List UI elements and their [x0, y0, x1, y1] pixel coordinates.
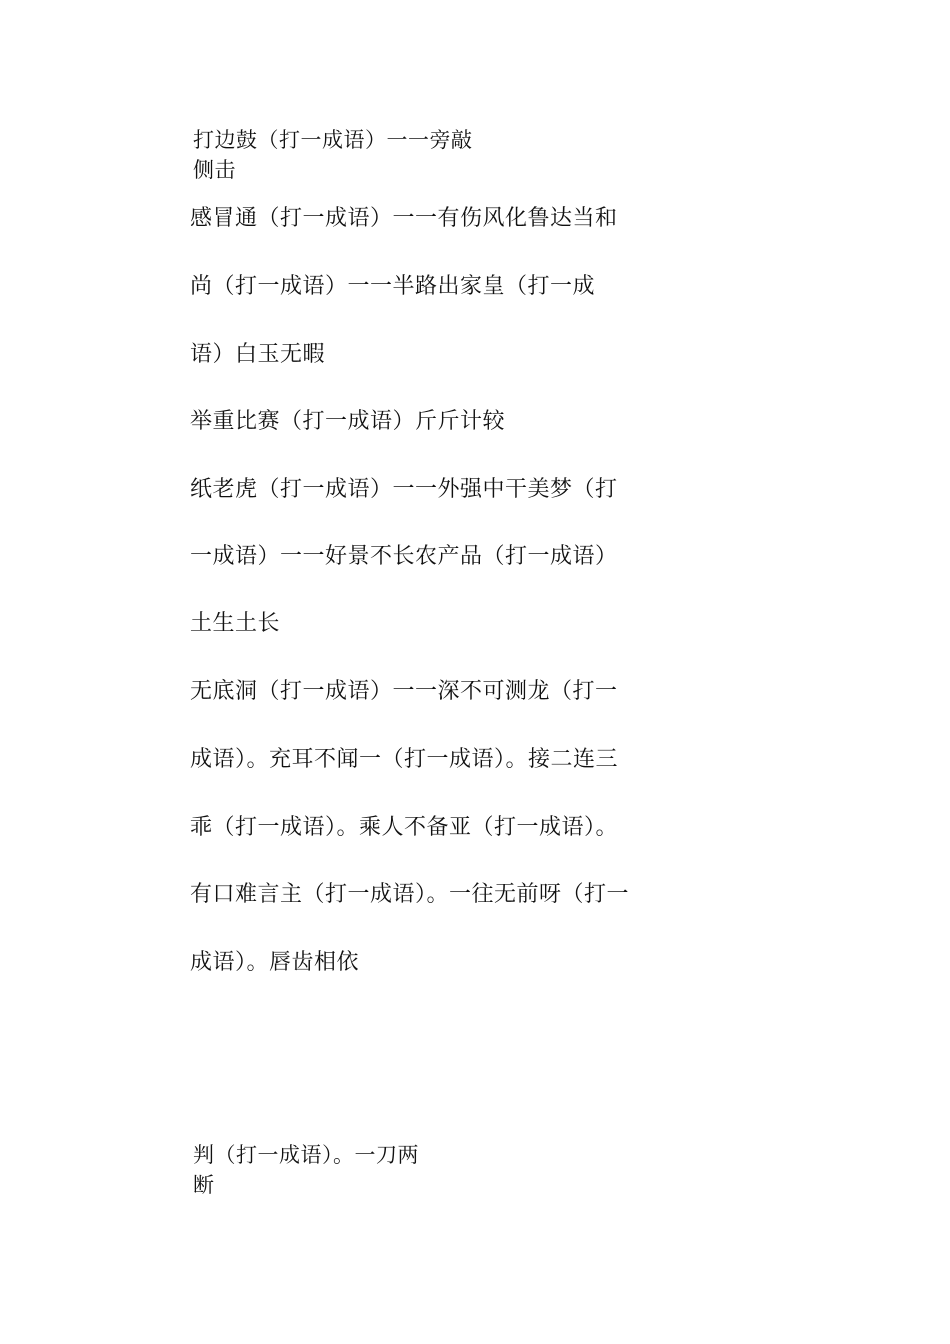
text-line: 纸老虎（打一成语）一一外强中干美梦（打: [190, 477, 618, 502]
text-line: 打边鼓（打一成语）一一旁敲: [193, 128, 473, 152]
text-line: 有口难言主（打一成语）。一往无前呀（打一: [190, 882, 630, 907]
text-line: 感冒通（打一成语）一一有伤风化鲁达当和: [190, 206, 618, 231]
text-line: 尚（打一成语）一一半路出家皇（打一成: [190, 274, 596, 299]
text-line: 乖（打一成语）。乘人不备亚（打一成语）。: [190, 815, 619, 840]
text-line: 成语）。唇齿相依: [190, 950, 360, 975]
text-line: 一成语）一一好景不长农产品（打一成语）: [190, 544, 618, 569]
text-line: 语）白玉无暇: [190, 342, 326, 367]
text-line: 判（打一成语）。一刀两: [193, 1143, 419, 1167]
text-line: 成语）。充耳不闻一（打一成语）。接二连三: [190, 747, 619, 772]
text-line: 断: [193, 1173, 215, 1197]
text-line: 土生土长: [190, 611, 281, 636]
text-line: 侧击: [193, 158, 236, 182]
text-line: 举重比赛（打一成语）斤斤计较: [190, 409, 506, 434]
text-line: 无底洞（打一成语）一一深不可测龙（打一: [190, 679, 618, 704]
